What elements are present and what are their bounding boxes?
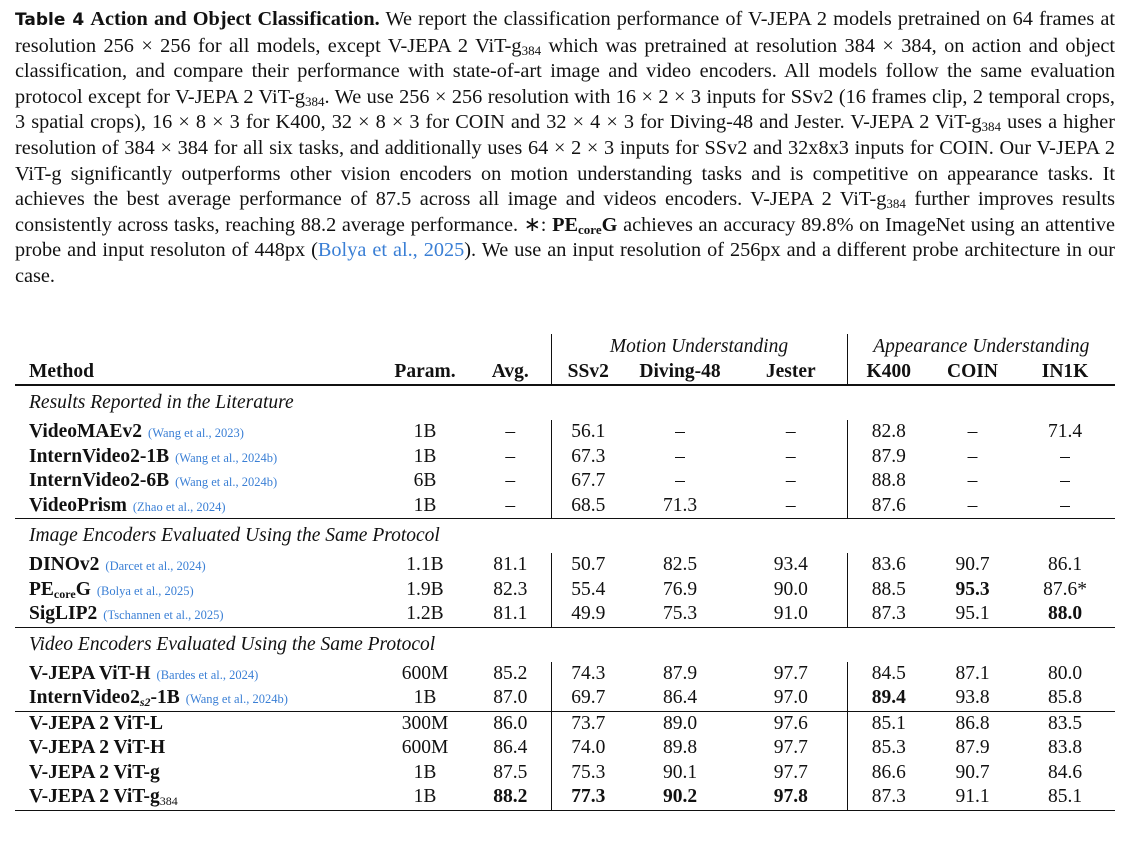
method-name [29,762,160,783]
value-cell: – [967,421,978,443]
table-row [15,662,1115,687]
value-cell: – [785,470,796,492]
section-title: Image Encoders Evaluated Using the Same Protocol [15,519,1115,554]
value-cell: 49.9 [551,602,625,627]
value-cell: 88.8 [847,469,930,494]
value-cell: – [675,470,685,492]
value-cell: 93.8 [955,687,990,709]
method-name-part: V-JEPA 2 ViT-g [29,761,160,783]
value-cell: 84.5 [847,662,930,687]
table-row [15,469,1115,494]
value-cell: – [505,470,516,492]
caption-text: G [601,213,618,236]
value-cell: 600M [401,737,449,759]
table-row [15,736,1115,761]
value-cell: – [785,445,796,467]
table-label: Table 4 [15,10,85,30]
value-cell: 71.4 [1047,421,1083,443]
classification-table [15,334,1115,811]
method-name-part: VideoMAEv2 [29,421,143,443]
method-name-part: V-JEPA 2 ViT-g [29,786,160,808]
value-cell: 93.4 [773,554,808,576]
citation-link[interactable]: (Wang et al., 2024b) [175,450,278,465]
value-cell: 55.4 [551,578,625,603]
caption-text: ). We use an input resolution of 256px and a different probe architecture in our case. [15,239,1116,287]
value-cell: 97.8 [735,785,847,810]
value-cell: 86.6 [847,761,930,786]
method-cell [15,469,380,494]
caption-subscript: 384 [521,42,542,58]
value-cell: – [967,494,978,516]
value-cell: 75.3 [551,761,625,786]
value-cell: – [505,421,516,443]
method-name [29,687,180,708]
table-row [15,420,1115,445]
value-cell: 67.3 [551,445,625,470]
value-cell: 97.6 [735,711,847,736]
value-cell: 68.5 [551,494,625,519]
value-cell: – [785,494,796,516]
value-cell: 83.8 [1047,737,1083,759]
value-cell: 86.4 [493,737,528,759]
method-cell [15,553,380,578]
value-cell: 69.7 [551,686,625,711]
value-cell: 85.1 [847,711,930,736]
value-cell: 87.9 [662,662,698,684]
value-cell: 86.8 [930,711,1015,736]
col-header-param: Param. [380,360,470,385]
value-cell: – [1060,445,1070,467]
section-title: Results Reported in the Literature [29,392,294,413]
citation-link[interactable]: (Bardes et al., 2024) [156,667,259,682]
value-cell: 95.3 [955,578,990,600]
value-cell: 83.5 [1015,711,1115,736]
value-cell: 87.3 [847,785,930,810]
value-cell: – [1060,494,1070,516]
method-cell [15,662,380,687]
value-cell: 87.0 [493,687,528,709]
value-cell: 81.1 [493,554,528,576]
value-cell: 1B [413,445,437,467]
method-cell [15,785,380,810]
method-subscript: 384 [159,794,178,809]
method-name [29,713,163,734]
citation-link[interactable]: (Zhao et al., 2024) [132,499,226,514]
value-cell: 90.2 [625,785,735,810]
value-cell: – [1060,470,1070,492]
col-header-jester: Jester [735,360,847,385]
method-name [29,737,165,758]
caption-text: uses a higher resolution of 384 × 384 for all six tasks, and additionally uses 64 × 2 × 3 inputs for SSv2 and 32x8x3 inputs for COIN. Our V-JEPA 2 ViT-g significantly outperforms other vision encoders on motion understanding tasks and is competitive on appearance tasks. It achieves the best average performance of 87.5 across all image and videos encoders. V-JEPA 2 ViT-g [15,111,1115,211]
method-name-part: InternVideo2 [29,687,140,709]
group-header-appearance: Appearance Understanding [847,334,1115,360]
value-cell: 87.6 [847,494,930,519]
col-header-ssv2: SSv2 [551,360,625,385]
value-cell: 85.8 [1047,687,1083,709]
table-row [15,445,1115,470]
caption-text: achieves an accuracy 89.8% on ImageNet using an attentive probe and input resoluton of 448px ( [15,213,1115,262]
value-cell: – [967,445,978,467]
value-cell: 82.3 [493,578,528,600]
method-name [29,786,178,807]
value-cell: 50.7 [551,553,625,578]
table-row [15,785,1115,810]
value-cell: 74.3 [551,662,625,687]
method-name [29,421,142,442]
caption-citation-link[interactable]: Bolya et al., 2025 [317,239,465,262]
caption-subscript: 384 [981,119,1002,135]
value-cell: 6B [413,470,437,492]
citation-link[interactable]: (Tschannen et al., 2025) [103,608,224,623]
col-header-k400: K400 [847,360,930,385]
col-header-coin: COIN [930,360,1015,385]
value-cell: 86.4 [662,687,698,709]
value-cell: 86.0 [470,711,551,736]
value-cell: 91.1 [930,785,1015,810]
value-cell: 97.7 [773,761,808,783]
caption-subscript: 384 [886,196,906,212]
value-cell: 88.2 [470,785,551,810]
section-title: Video Encoders Evaluated Using the Same Protocol [15,627,1115,662]
value-cell: 77.3 [551,785,625,810]
method-cell [15,686,380,711]
table-row [15,494,1115,519]
value-cell: 89.0 [625,711,735,736]
method-name-part: InternVideo2-1B [29,445,170,467]
method-name [29,663,151,684]
table-caption [15,7,1115,290]
method-subscript: s2 [139,695,151,710]
value-cell: 91.0 [773,603,808,625]
method-cell [15,736,380,761]
method-name-part: DINOv2 [29,554,100,576]
method-name-part: V-JEPA ViT-H [29,662,151,684]
method-cell [15,445,380,470]
col-header-diving48: Diving-48 [625,360,735,385]
value-cell: 1B [413,687,437,709]
value-cell: 89.8 [662,737,698,759]
table-row [15,602,1115,627]
value-cell: 85.3 [847,736,930,761]
method-name-part: VideoPrism [29,494,127,516]
method-name-part: -1B [150,687,180,709]
value-cell: 87.5 [493,761,528,783]
citation-link[interactable]: (Bolya et al., 2025) [96,583,194,598]
value-cell: 90.7 [955,554,990,576]
value-cell: 1.9B [406,578,444,600]
value-cell: – [505,445,516,467]
method-name [29,495,127,516]
value-cell: 85.2 [493,662,528,684]
value-cell: 82.8 [847,420,930,445]
section-header-row [15,385,1115,420]
table-row [15,686,1115,711]
value-cell: 87.6* [1043,578,1087,600]
value-cell: 1.1B [406,554,444,576]
section-header-row [15,519,1115,554]
value-cell: – [675,445,685,467]
value-cell: 600M [401,662,449,684]
value-cell: 71.3 [662,494,698,516]
value-cell: 80.0 [1047,662,1083,684]
value-cell: 88.5 [847,578,930,603]
value-cell: 87.1 [955,662,990,684]
value-cell: 1.2B [406,603,444,625]
value-cell: – [505,494,516,516]
col-header-method: Method [15,360,380,385]
value-cell: 82.5 [662,554,698,576]
value-cell: 90.7 [955,761,990,783]
value-cell: 90.0 [773,578,808,600]
value-cell: 85.1 [1015,785,1115,810]
method-cell [15,420,380,445]
method-name-part: InternVideo2-6B [29,470,170,492]
caption-subscript: 384 [305,93,325,109]
value-cell: 97.7 [773,737,808,759]
value-cell: 87.9 [955,737,990,759]
value-cell: 1B [413,494,437,516]
method-cell [15,494,380,519]
method-name-part: V-JEPA 2 ViT-L [29,712,163,734]
value-cell: 95.1 [955,603,990,625]
citation-link[interactable]: (Wang et al., 2024b) [185,692,288,707]
value-cell: 89.4 [847,686,930,711]
caption-text: which was pretrained at resolution 384 × 384, on action and object classification, and compare their performance with state-of-art image and video encoders. All models follow the same evaluation protocol except for V-JEPA 2 ViT-g [15,34,1115,108]
value-cell: 90.1 [662,761,698,783]
method-name-part: PE [29,578,54,600]
method-name [29,603,97,624]
method-cell [15,578,380,603]
method-name [29,554,99,575]
value-cell: 83.6 [847,553,930,578]
method-cell [15,761,380,786]
value-cell: 300M [380,711,470,736]
citation-link[interactable]: (Wang et al., 2024b) [175,475,278,490]
value-cell: 97.7 [773,662,808,684]
group-header-motion: Motion Understanding [551,334,847,360]
value-cell: – [785,421,796,443]
method-subscript: core [53,586,76,601]
col-header-avg: Avg. [470,360,551,385]
method-name [29,579,91,600]
value-cell: 76.9 [662,578,698,600]
value-cell: 73.7 [551,711,625,736]
value-cell: 81.1 [493,603,528,625]
caption-text: We report the classification performance of V-JEPA 2 models pretrained on 64 frames at resolution 256 × 256 for all models, except V-JEPA 2 ViT-g [15,8,1115,57]
value-cell: 86.1 [1047,554,1083,576]
table-row [15,553,1115,578]
method-name-part: SigLIP2 [29,603,98,625]
value-cell: – [967,470,978,492]
method-cell [15,711,380,736]
value-cell: 56.1 [551,420,625,445]
method-name [29,446,169,467]
value-cell: 88.0 [1047,603,1083,625]
value-cell: 1B [380,785,470,810]
col-header-in1k: IN1K [1015,360,1115,385]
table-row [15,711,1115,736]
citation-link[interactable]: (Wang et al., 2023) [148,426,244,441]
value-cell: – [675,421,685,443]
value-cell: 87.9 [847,445,930,470]
caption-text: further improves results consistently across tasks, reaching 88.2 average performance. ∗: [15,188,1115,236]
value-cell: 74.0 [551,736,625,761]
caption-text: Action and Object Classification. [90,8,380,30]
section-header-row [15,627,1115,662]
caption-text: PE [552,213,579,236]
citation-link[interactable]: (Darcet et al., 2024) [105,559,206,574]
value-cell: 1B [413,761,437,783]
value-cell: 87.3 [847,602,930,627]
value-cell: 1B [413,421,437,443]
value-cell: 75.3 [662,603,698,625]
caption-subscript: core [578,221,602,237]
table-row [15,578,1115,603]
method-name-part: V-JEPA 2 ViT-H [29,737,166,759]
method-name-part: G [75,578,91,600]
method-cell [15,602,380,627]
method-name [29,470,169,491]
value-cell: 97.0 [773,687,808,709]
table-row [15,761,1115,786]
caption-text: . We use 256 × 256 resolution with 16 × 2 × 3 inputs for SSv2 (16 frames clip, 2 temporal crops, 3 spatial crops), 16 × 8 × 3 for K400, 32 × 8 × 3 for COIN and 32 × 4 × 3 for Diving-48 and Jester. V-JEPA 2 ViT-g [15,85,1115,134]
value-cell: 67.7 [551,469,625,494]
value-cell: 84.6 [1047,761,1083,783]
